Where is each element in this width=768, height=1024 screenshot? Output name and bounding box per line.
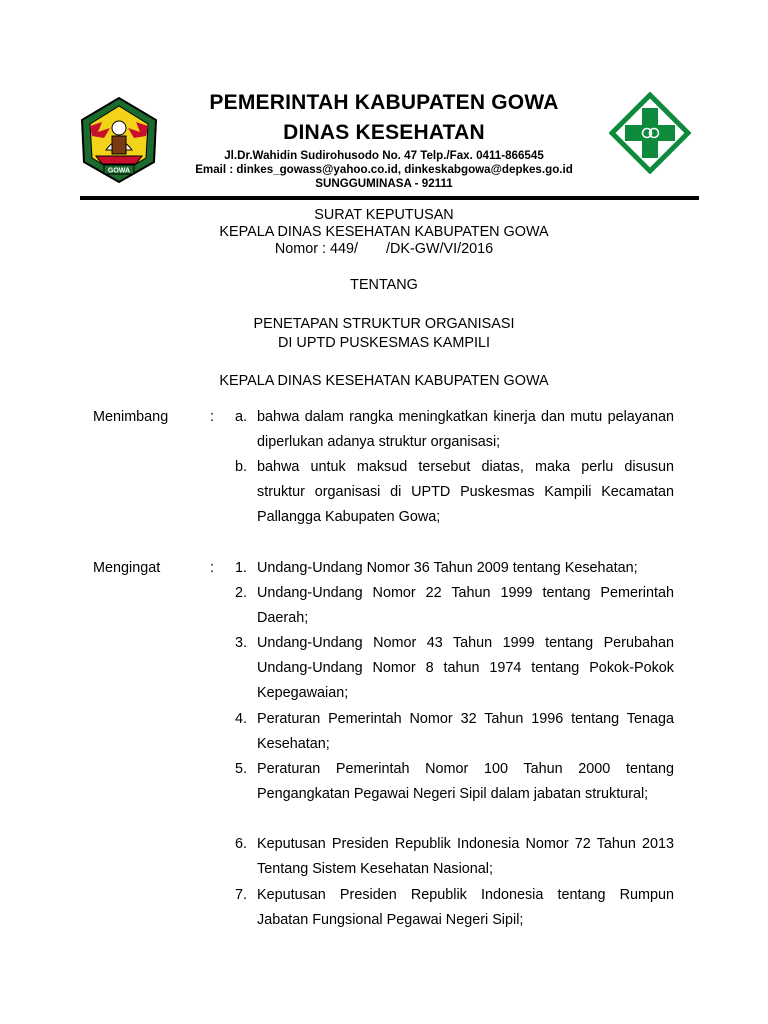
letterhead-address: Jl.Dr.Wahidin Sudirohusodo No. 47 Telp./Fax. 0411-866545 <box>224 149 544 162</box>
mengingat-item: Keputusan Presiden Republik Indonesia Nomor 72 Tahun 2013 Tentang Sistem Kesehatan Nasional; <box>257 836 674 877</box>
decree-title: SURAT KEPUTUSAN <box>314 207 454 223</box>
letterhead-title: PEMERINTAH KABUPATEN GOWA <box>209 91 559 114</box>
mengingat-item: Undang-Undang Nomor 43 Tahun 1999 tentang Perubahan Undang-Undang Nomor 8 tahun 1974 tentang Pokok-Pokok Kepegawaian; <box>257 635 674 701</box>
mengingat-item-marker: 2. <box>234 585 247 601</box>
emblem-label: GOWA <box>107 167 131 175</box>
puskesmas-green-cross-icon <box>609 92 691 174</box>
mengingat-item: Keputusan Presiden Republik Indonesia tentang Rumpun Jabatan Fungsional Pegawai Negeri Sipil; <box>257 887 674 928</box>
mengingat-item: Peraturan Pemerintah Nomor 32 Tahun 1996 tentang Tenaga Kesehatan; <box>257 711 674 752</box>
mengingat-item-marker: 1. <box>234 560 247 576</box>
menimbang-colon: : <box>210 409 214 425</box>
decree-subject-line-1: PENETAPAN STRUKTUR ORGANISASI <box>253 316 515 332</box>
mengingat-colon: : <box>210 560 214 576</box>
mengingat-label: Mengingat <box>93 560 161 576</box>
decree-issuer: KEPALA DINAS KESEHATAN KABUPATEN GOWA <box>219 224 549 240</box>
mengingat-item-marker: 4. <box>234 711 247 727</box>
menimbang-item-marker: b. <box>234 459 247 475</box>
decree-subject-line-2: DI UPTD PUSKESMAS KAMPILI <box>278 335 490 351</box>
gowa-regency-emblem-icon <box>76 92 162 184</box>
mengingat-item: Peraturan Pemerintah Nomor 100 Tahun 2000 tentang Pengangkatan Pegawai Negeri Sipil dalam jabatan struktural; <box>257 761 674 802</box>
mengingat-item-marker: 3. <box>234 635 247 651</box>
mengingat-item-marker: 5. <box>234 761 247 777</box>
mengingat-item-marker: 7. <box>234 887 247 903</box>
letterhead-email: Email : dinkes_gowass@yahoo.co.id, dinkeskabgowa@depkes.go.id <box>195 163 573 176</box>
menimbang-item-marker: a. <box>234 409 247 425</box>
menimbang-item: bahwa dalam rangka meningkatkan kinerja dan mutu pelayanan diperlukan adanya struktur organisasi; <box>257 409 674 450</box>
mengingat-item-marker: 6. <box>234 836 247 852</box>
mengingat-item: Undang-Undang Nomor 36 Tahun 2009 tentang Kesehatan; <box>257 560 638 576</box>
letterhead-subtitle: DINAS KESEHATAN <box>283 121 485 144</box>
menimbang-item: bahwa untuk maksud tersebut diatas, maka perlu disusun struktur organisasi di UPTD Puskesmas Kampili Kecamatan Pallangga Kabupaten Gowa; <box>257 459 674 525</box>
letterhead-city: SUNGGUMINASA - 92111 <box>315 177 453 190</box>
mengingat-item: Undang-Undang Nomor 22 Tahun 1999 tentang Pemerintah Daerah; <box>257 585 674 626</box>
letterhead-divider <box>80 196 699 200</box>
decree-authority: KEPALA DINAS KESEHATAN KABUPATEN GOWA <box>219 373 549 389</box>
decree-tentang: TENTANG <box>350 277 418 293</box>
decree-number: Nomor : 449/ /DK-GW/VI/2016 <box>274 241 494 257</box>
menimbang-label: Menimbang <box>93 409 169 425</box>
